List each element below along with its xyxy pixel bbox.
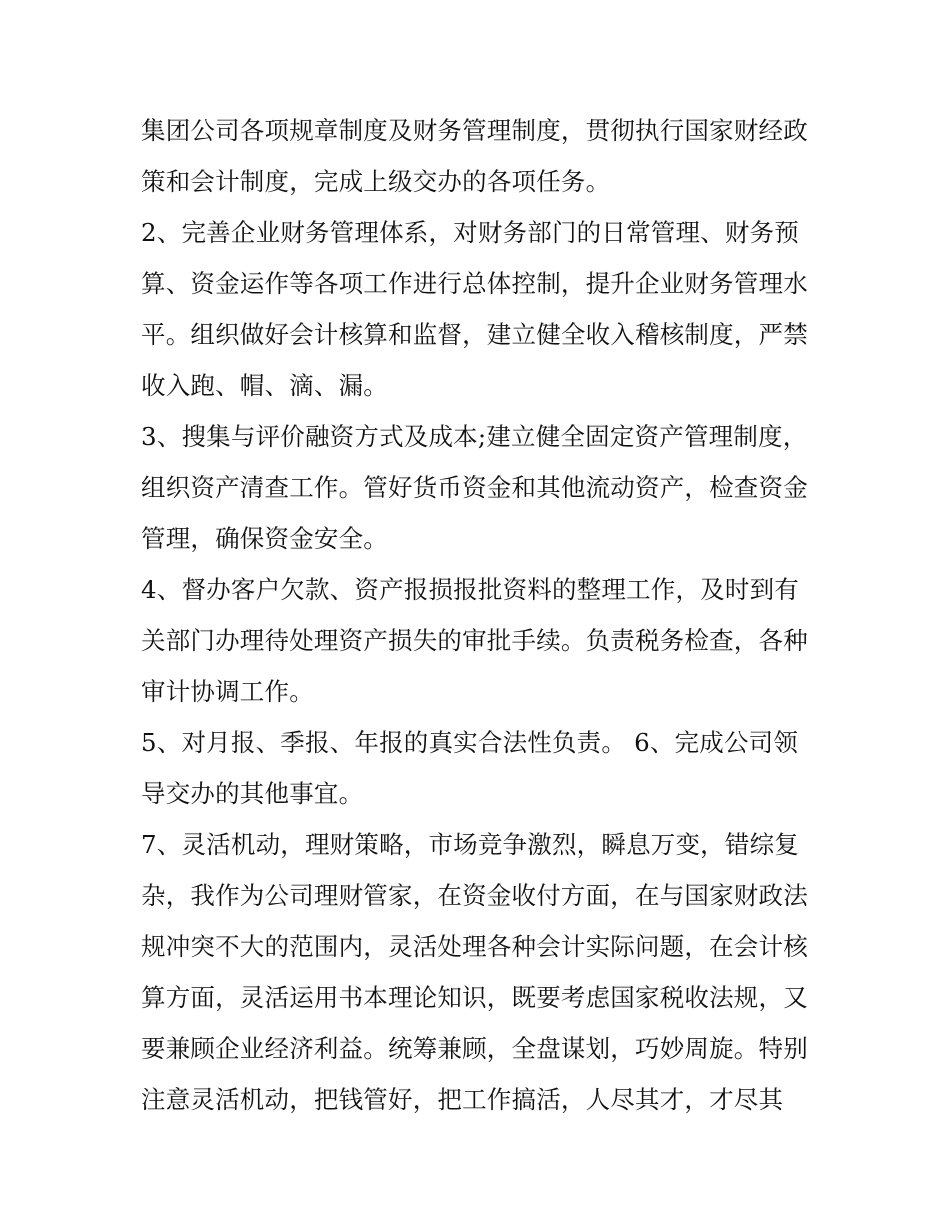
text-line: 算、资金运作等各项工作进行总体控制，提升企业财务管理水 bbox=[141, 269, 808, 298]
text-line: 策和会计制度，完成上级交办的各项任务。 bbox=[141, 167, 611, 196]
text-line: 4、督办客户欠款、资产报损报批资料的整理工作，及时到有 bbox=[141, 575, 799, 604]
text-line: 组织资产清查工作。管好货币资金和其他流动资产，检查资金 bbox=[141, 473, 808, 502]
text-line: 3、搜集与评价融资方式及成本;建立健全固定资产管理制度， bbox=[141, 422, 808, 451]
text-line: 关部门办理待处理资产损失的审批手续。负责税务检查，各种 bbox=[141, 626, 808, 655]
text-line: 集团公司各项规章制度及财务管理制度，贯彻执行国家财经政 bbox=[141, 116, 808, 145]
text-line: 2、完善企业财务管理体系，对财务部门的日常管理、财务预 bbox=[141, 218, 799, 247]
text-line: 平。组织做好会计核算和监督，建立健全收入稽核制度，严禁 bbox=[141, 320, 808, 349]
text-line: 管理，确保资金安全。 bbox=[141, 524, 388, 553]
text-line: 审计协调工作。 bbox=[141, 677, 314, 706]
document-body bbox=[141, 105, 821, 1125]
text-line: 导交办的其他事宜。 bbox=[141, 779, 364, 808]
text-line: 收入跑、帽、滴、漏。 bbox=[141, 371, 388, 400]
text-line: 算方面，灵活运用书本理论知识，既要考虑国家税收法规，又 bbox=[141, 983, 808, 1012]
text-line: 规冲突不大的范围内，灵活处理各种会计实际问题，在会计核 bbox=[141, 932, 808, 961]
text-line: 7、灵活机动，理财策略，市场竞争激烈，瞬息万变，错综复 bbox=[141, 830, 799, 859]
text-line: 要兼顾企业经济利益。统筹兼顾，全盘谋划，巧妙周旋。特别 bbox=[141, 1034, 808, 1063]
text-line: 杂，我作为公司理财管家，在资金收付方面，在与国家财政法 bbox=[141, 881, 808, 910]
text-line: 注意灵活机动，把钱管好，把工作搞活，人尽其才，才尽其 bbox=[141, 1085, 784, 1114]
text-line: 5、对月报、季报、年报的真实合法性负责。 6、完成公司领 bbox=[141, 728, 799, 757]
